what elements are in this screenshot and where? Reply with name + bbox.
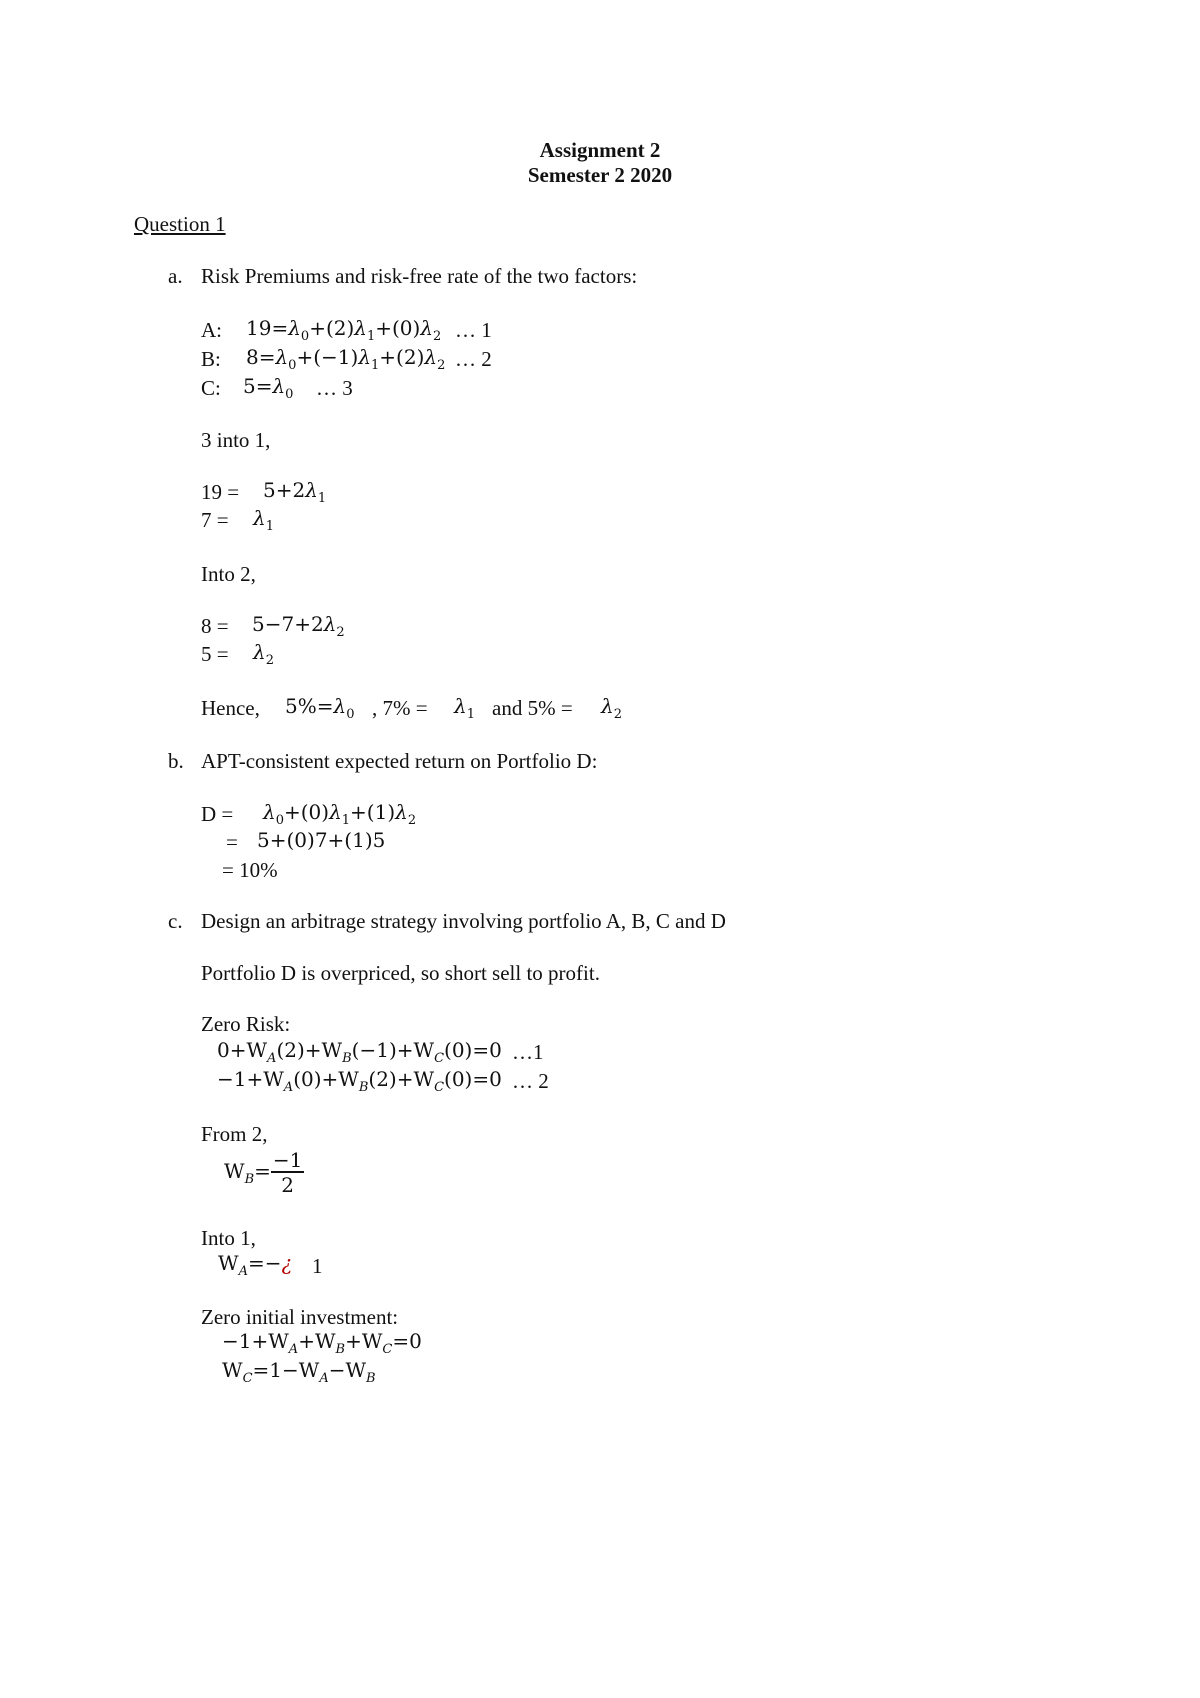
- line2-lhs: 7 =: [201, 508, 229, 532]
- zero-risk-eq2: $-1+W_A(0)+W_B(2)+W_C(0)=0$: [217, 1067, 502, 1095]
- part-b-marker: b.: [168, 749, 184, 773]
- zero-risk-label: Zero Risk:: [201, 1012, 291, 1036]
- hence-lambda0: $5\%=\lambda_0$: [285, 694, 355, 722]
- eq-a-tag: … 1: [455, 318, 492, 342]
- eq-a-label: A:: [201, 318, 222, 342]
- hence-lambda1: $\lambda_1$: [454, 694, 475, 722]
- hence-mid1: , 7% =: [372, 696, 428, 720]
- line3-lhs: 8 =: [201, 614, 229, 638]
- eq-c-tag: … 3: [316, 376, 353, 400]
- overpriced-note: Portfolio D is overpriced, so short sell to profit.: [201, 961, 600, 985]
- hence-mid2: and 5% =: [492, 696, 573, 720]
- line1-lhs: 19 =: [201, 480, 240, 504]
- zero-risk-tag1: …1: [512, 1040, 544, 1064]
- eq-b-label: B:: [201, 347, 221, 371]
- line3-rhs: $5-7+2\lambda_2$: [252, 612, 345, 640]
- part-c-prompt: Design an arbitrage strategy involving portfolio A, B, C and D: [201, 909, 726, 933]
- eq-b-formula: $8=\lambda_0+(-1)\lambda_1+(2)\lambda_2$: [246, 345, 446, 373]
- wa-tail: 1: [312, 1254, 323, 1278]
- eq-a-formula: $19=\lambda_0+(2)\lambda_1+(0)\lambda_2$: [246, 316, 442, 344]
- d-line2-lhs: =: [226, 830, 238, 854]
- part-a-marker: a.: [168, 264, 183, 288]
- zero-initial-eq1: $-1+W_A+W_B+W_C=0$: [222, 1329, 422, 1357]
- d-formula: $\lambda_0+(0)\lambda_1+(1)\lambda_2$: [263, 800, 417, 828]
- eq-c-formula: $5=\lambda_0$: [243, 374, 294, 402]
- from-2-label: From 2,: [201, 1122, 268, 1146]
- zero-initial-eq2: $W_C=1-W_A-W_B$: [222, 1358, 376, 1386]
- document-subtitle: Semester 2 2020: [527, 163, 673, 187]
- line4-lhs: 5 =: [201, 642, 229, 666]
- d-lhs: D =: [201, 802, 234, 826]
- wb-equation: $W_B=$ $\frac{-1}{2}$: [224, 1148, 303, 1197]
- hence-lambda2: $\lambda_2$: [601, 694, 622, 722]
- document-title: Assignment 2: [539, 138, 661, 162]
- zero-risk-eq1: $0+W_A(2)+W_B(-1)+W_C(0)=0$: [217, 1038, 502, 1066]
- zero-initial-label: Zero initial investment:: [201, 1305, 399, 1329]
- line4-rhs: $\lambda_2$: [253, 640, 274, 668]
- into-1-label: Into 1,: [201, 1226, 256, 1250]
- d-result: = 10%: [222, 858, 278, 882]
- step-into-2: Into 2,: [201, 562, 256, 586]
- wa-equation: $W_A=-¿$: [218, 1251, 293, 1279]
- part-a-prompt: Risk Premiums and risk-free rate of the two factors:: [201, 264, 638, 288]
- zero-risk-tag2: … 2: [512, 1069, 549, 1093]
- part-c-marker: c.: [168, 909, 183, 933]
- d-line2-rhs: 5+(0)7+(1)5: [257, 828, 386, 852]
- line2-rhs: $\lambda_1$: [253, 506, 274, 534]
- part-b-prompt: APT-consistent expected return on Portfolio D:: [201, 749, 598, 773]
- step-3-into-1: 3 into 1,: [201, 428, 271, 452]
- eq-b-tag: … 2: [455, 347, 492, 371]
- hence-label: Hence,: [201, 696, 260, 720]
- eq-c-label: C:: [201, 376, 221, 400]
- line1-rhs: $5+2\lambda_1$: [263, 478, 327, 506]
- question-heading: Question 1: [134, 212, 226, 236]
